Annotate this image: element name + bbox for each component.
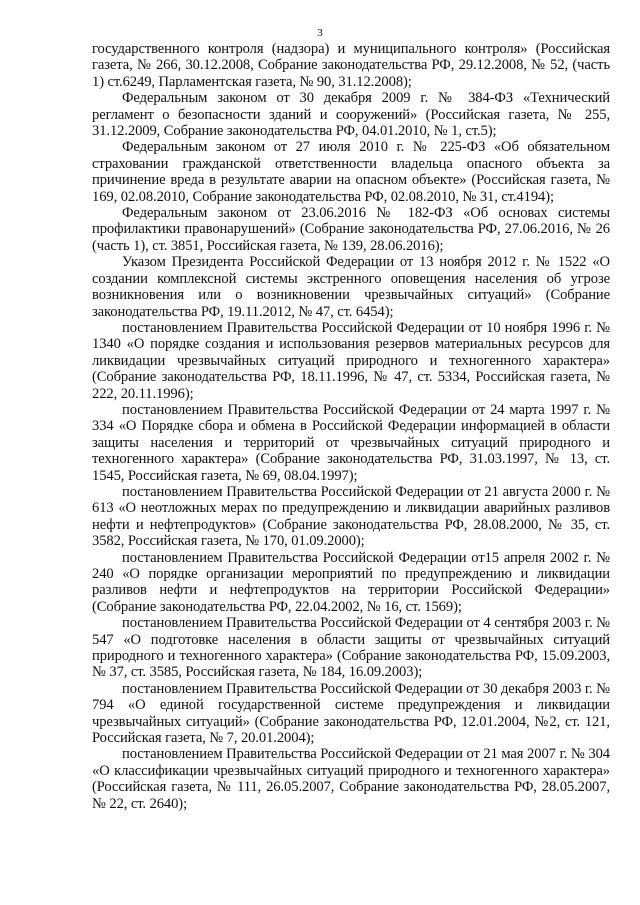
document-body: [92, 41, 610, 812]
paragraph: постановлением Правительства Российской Федерации от15 апреля 2002 г. № 240 «О порядке организации мероприятий по предупреждению и ликвидации разливов нефти и нефтепродуктов на территории Российской Федерации» (Собрание законодательства РФ, 22.04.2002, № 16, ст. 1569);: [92, 549, 610, 615]
paragraph: Указом Президента Российской Федерации от 13 ноября 2012 г. № 1522 «О создании комплексной системы экстренного оповещения населения об угрозе возникновения или о возникновении чрезвычайных ситуаций» (Собрание законодательства РФ, 19.11.2012, № 47, ст. 6454);: [92, 254, 610, 320]
paragraph: постановлением Правительства Российской Федерации от 10 ноября 1996 г. № 1340 «О порядке создания и использования резервов материальных ресурсов для ликвидации чрезвычайных ситуаций природного и техногенного характера» (Собрание законодательства РФ, 18.11.1996, № 47, ст. 5334, Российская газета, № 222, 20.11.1996);: [92, 319, 610, 402]
paragraph: Федеральным законом от 23.06.2016 № 182-ФЗ «Об основах системы профилактики правонарушений» (Собрание законодательства РФ, 27.06.2016, № 26 (часть 1), ст. 3851, Российская газета, № 139, 28.06.2016);: [92, 205, 610, 254]
paragraph: Федеральным законом от 30 декабря 2009 г. № 384-ФЗ «Технический регламент о безопасности зданий и сооружений» (Российская газета, № 255, 31.12.2009, Собрание законодательства РФ, 04.01.2010, № 1, ст.5);: [92, 90, 610, 140]
page-number: 3: [317, 27, 323, 39]
paragraph: постановлением Правительства Российской Федерации от 4 сентября 2003 г. № 547 «О подготовке населения в области защиты от чрезвычайных ситуаций природного и техногенного характера» (Собрание законодательства РФ, 15.09.2003, № 37, ст. 3585, Российская газета, № 184, 16.09.2003);: [92, 615, 610, 681]
paragraph: Федеральным законом от 27 июля 2010 г. № 225-ФЗ «Об обязательном страховании гражданской ответственности владельца опасного объекта за причинение вреда в результате аварии на опасном объекте» (Российская газета, № 169, 02.08.2010, Собрание законодательства РФ, 02.08.2010, № 31, ст.4194);: [92, 139, 610, 205]
paragraph: постановлением Правительства Российской Федерации от 24 марта 1997 г. № 334 «О Порядке сбора и обмена в Российской Федерации информацией в области защиты населения и территорий от чрезвычайных ситуаций природного и техногенного характера» (Собрание законодательства РФ, 31.03.1997, № 13, ст. 1545, Российская газета, № 69, 08.04.1997);: [92, 401, 610, 484]
paragraph: постановлением Правительства Российской Федерации от 21 мая 2007 г. № 304 «О классификации чрезвычайных ситуаций природного и техногенного характера» (Российская газета, № 111, 26.05.2007, Собрание законодательства РФ, 28.05.2007, № 22, ст. 2640);: [92, 746, 610, 812]
paragraph-continuation: государственного контроля (надзора) и муниципального контроля» (Российская газета, № 266, 30.12.2008, Собрание законодательства РФ, 29.12.2008, № 52, (часть 1) ст.6249, Парламентская газета, № 90, 31.12.2008);: [92, 41, 610, 90]
paragraph: постановлением Правительства Российской Федерации от 21 августа 2000 г. № 613 «О неотложных мерах по предупреждению и ликвидации аварийных разливов нефти и нефтепродуктов» (Собрание законодательства РФ, 28.08.2000, № 35, ст. 3582, Российская газета, № 170, 01.09.2000);: [92, 483, 610, 550]
paragraph: постановлением Правительства Российской Федерации от 30 декабря 2003 г. № 794 «О единой государственной системе предупреждения и ликвидации чрезвычайных ситуаций» (Собрание законодательства РФ, 12.01.2004, №2, ст. 121, Российская газета, № 7, 20.01.2004);: [92, 680, 610, 747]
